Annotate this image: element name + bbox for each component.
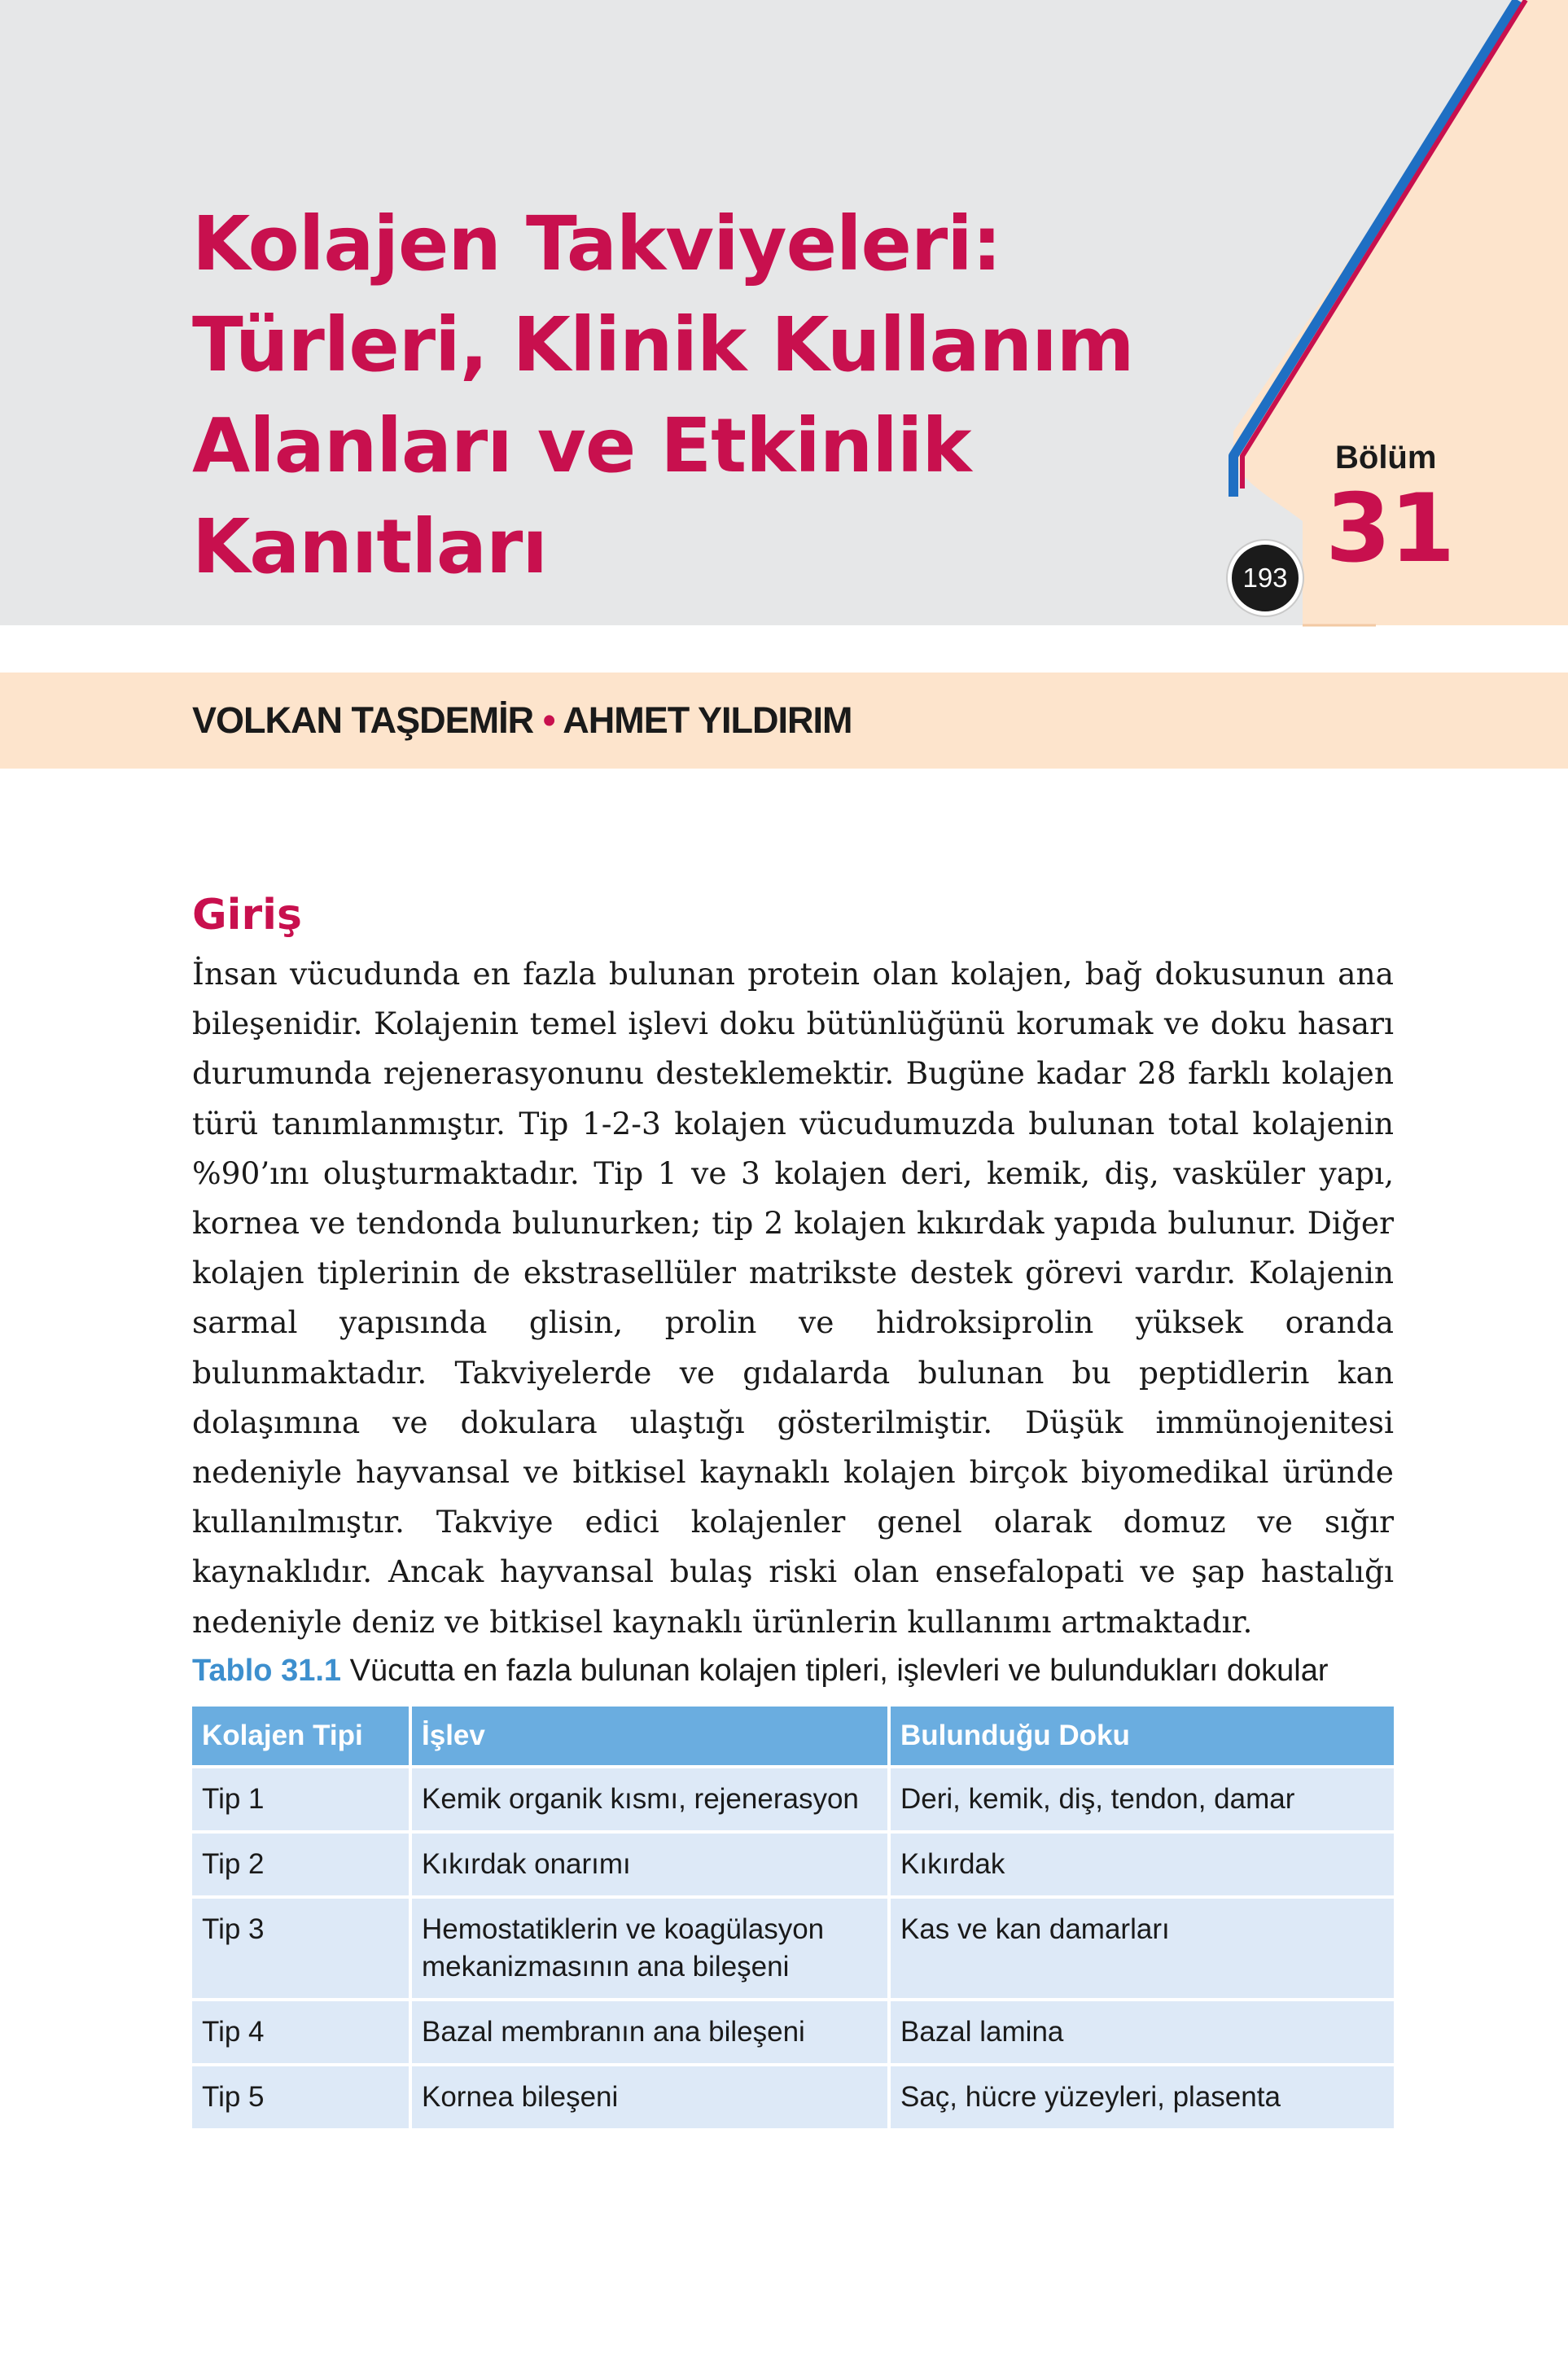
table-row [192, 1767, 1394, 1832]
chapter-title [192, 194, 1250, 598]
table-cell: Deri, kemik, diş, tendon, damar [889, 1767, 1394, 1832]
table-cell: Kemik organik kısmı, rejenerasyon [410, 1767, 889, 1832]
collagen-types-table [192, 1707, 1394, 2128]
column-header: İşlev [410, 1707, 889, 1767]
table-cell: Tip 3 [192, 1897, 410, 2000]
table-cell: Tip 1 [192, 1767, 410, 1832]
table-cell: Kıkırdak [889, 1832, 1394, 1897]
table-cell: Tip 2 [192, 1832, 410, 1897]
table-row [192, 2065, 1394, 2128]
section-heading: Giriş [192, 891, 302, 940]
table-cell: Kornea bileşeni [410, 2065, 889, 2128]
title-line: Alanları ve Etkinlik [192, 402, 971, 489]
author-name: VOLKAN TAŞDEMİR [192, 699, 534, 741]
table-row [192, 1897, 1394, 2000]
table-caption [192, 1648, 1329, 1693]
column-header: Bulunduğu Doku [889, 1707, 1394, 1767]
author-line [192, 696, 852, 745]
title-line: Kanıtları [192, 503, 547, 590]
table-caption-label: Tablo 31.1 [192, 1654, 342, 1688]
table-caption-text: Vücutta en fazla bulunan kolajen tipleri, işlevleri ve bulundukları dokular [349, 1654, 1329, 1688]
chapter-number: 31 [1325, 474, 1454, 584]
title-line: Kolajen Takviyeleri: [192, 200, 1001, 287]
column-header: Kolajen Tipi [192, 1707, 410, 1767]
author-name: AHMET YILDIRIM [563, 699, 852, 741]
table-cell: Bazal lamina [889, 2000, 1394, 2065]
table-cell: Tip 4 [192, 2000, 410, 2065]
table-cell: Tip 5 [192, 2065, 410, 2128]
table-cell: Hemostatiklerin ve koagülasyon mekanizmasının ana bileşeni [410, 1897, 889, 2000]
table-header-row [192, 1707, 1394, 1767]
page-number-badge: 193 [1228, 541, 1303, 616]
title-line: Türleri, Klinik Kullanım [192, 301, 1134, 388]
table-cell: Saç, hücre yüzeyleri, plasenta [889, 2065, 1394, 2128]
table-cell: Kas ve kan damarları [889, 1897, 1394, 2000]
table-row [192, 2000, 1394, 2065]
table-row [192, 1832, 1394, 1897]
chapter-label: Bölüm [1335, 440, 1437, 475]
intro-paragraph: İnsan vücudunda en fazla bulunan protein olan kolajen, bağ dokusunun ana bileşenidir. Kolajenin temel işlevi doku bütünlüğünü korumak ve doku hasarı durumunda rejenerasyonunu desteklemektir. Bugüne kadar 28 farklı kolajen türü tanımlanmıştır. Tip 1-2-3 kolajen vücudumuzda bulunan total kolajenin %90’ını oluşturmaktadır. Tip 1 ve 3 kolajen deri, kemik, diş, vasküler yapı, kornea ve tendonda bulunurken; tip 2 kolajen kıkırdak yapıda bulunur. Diğer kolajen tiplerinin de ekstrasellüler matrikste destek görevi vardır. Kolajenin sarmal yapısında glisin, prolin ve hidroksiprolin yüksek oranda bulunmaktadır. Takviyelerde ve gıdalarda bulunan bu peptidlerin kan dolaşımına ve dokulara ulaştığı gösterilmiştir. Düşük immünojenitesi nedeniyle hayvansal ve bitkisel kaynaklı kolajen birçok biyomedikal üründe kullanılmıştır. Takviye edici kolajenler genel olarak domuz ve sığır kaynaklıdır. Ancak hayvansal bulaş riski olan ensefalopati ve şap hastalığı nedeniyle deniz ve bitkisel kaynaklı ürünlerin kullanımı artmaktadır. [192, 956, 1394, 1640]
table-cell: Kıkırdak onarımı [410, 1832, 889, 1897]
author-separator: • [542, 699, 555, 741]
table-cell: Bazal membranın ana bileşeni [410, 2000, 889, 2065]
